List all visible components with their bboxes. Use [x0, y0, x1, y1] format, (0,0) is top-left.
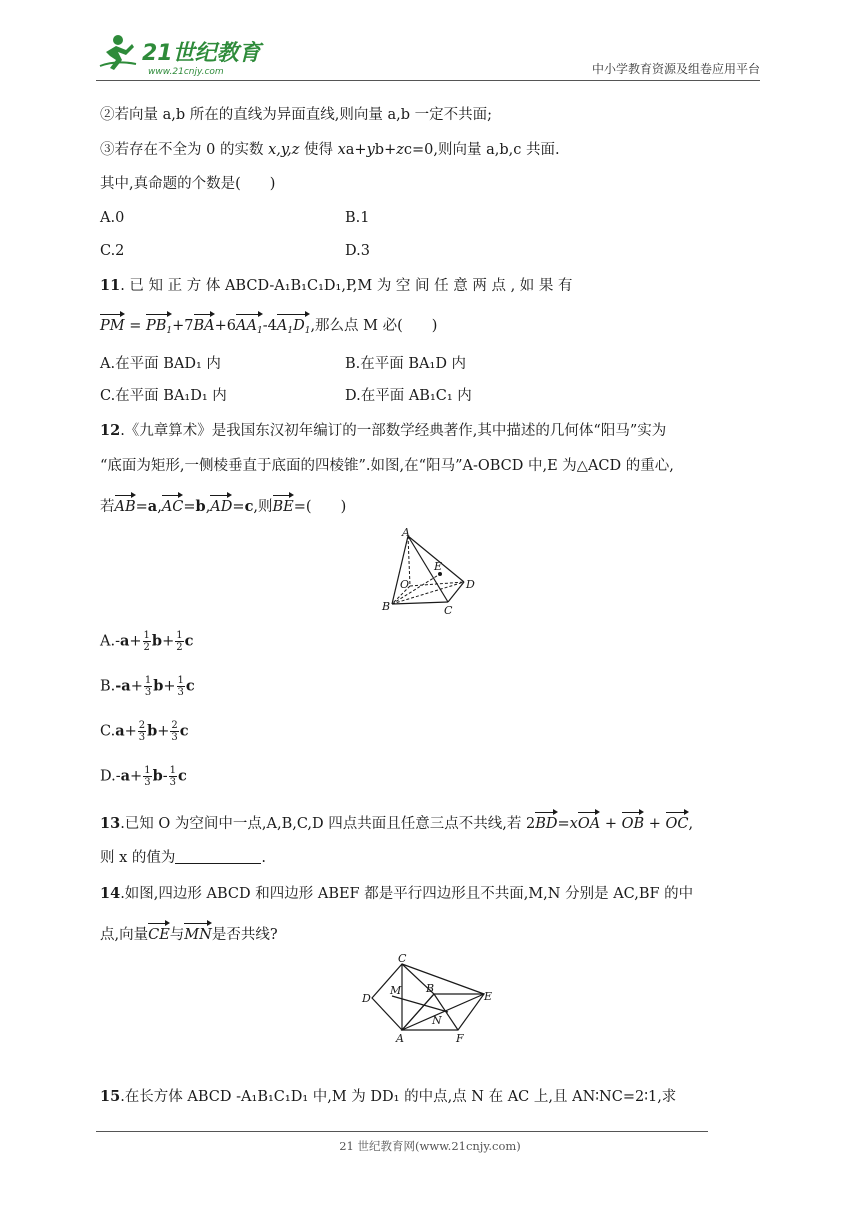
q13-number: 13: [100, 815, 121, 832]
logo-url: www.21cnjy.com: [148, 67, 224, 77]
q10-prompt: 其中,真命题的个数是( ): [100, 176, 276, 192]
q12-option-c[interactable]: C.a+ $\frac{2}{3}$ b+ $\frac{2}{3}$ c: [100, 720, 189, 743]
q13-answer-blank[interactable]: [175, 849, 261, 864]
svg-text:D: D: [362, 992, 371, 1005]
pyramid-figure: [380, 526, 480, 618]
q14-line-2: 点,向量CE与MN是否共线?: [100, 922, 278, 945]
svg-text:O: O: [400, 578, 410, 591]
logo-text: 21世纪教育: [142, 41, 261, 66]
q10-option-b[interactable]: B.1: [345, 210, 370, 226]
svg-text:B: B: [382, 600, 391, 613]
page-header: [96, 30, 760, 80]
q14-line-1: 14.如图,四边形 ABCD 和四边形 ABEF 都是平行四边形且不共面,M,N 分别是 AC,BF 的中: [100, 885, 694, 902]
q11-option-c[interactable]: C.在平面 BA₁D₁ 内: [100, 388, 227, 404]
q11-formula: PM = $PB_1+7BA+6AA_1-4A_1D_1$,那么点 M 必( ): [100, 313, 437, 341]
q12-line-1: 12.《九章算术》是我国东汉初年编订的一部数学经典著作,其中描述的几何体“阳马”实为: [100, 422, 667, 439]
q13-line-2: 则 x 的值为 .: [100, 850, 267, 866]
q12-line-3: 若AB=a,AC=b,AD=c,则BE=( ): [100, 494, 346, 517]
svg-text:D: D: [466, 578, 475, 591]
svg-text:M: M: [390, 984, 402, 997]
q11-stem: 11. 已 知 正 方 体 ABCD-A₁B₁C₁D₁,P,M 为 空 间 任 意 两 点 , 如 果 有: [100, 277, 573, 294]
q11-option-d[interactable]: D.在平面 AB₁C₁ 内: [345, 388, 472, 404]
svg-text:F: F: [456, 1032, 464, 1045]
q12-line-2: “底面为矩形,一侧棱垂直于底面的四棱锥”.如图,在“阳马”A-OBCD 中,E 为△ACD 的重心,: [100, 458, 674, 474]
q15-number: 15: [100, 1088, 121, 1105]
svg-text:N: N: [432, 1014, 442, 1027]
svg-text:A: A: [396, 1032, 404, 1045]
svg-text:C: C: [444, 604, 453, 617]
q10-option-d[interactable]: D.3: [345, 243, 370, 259]
footer-link[interactable]: 21 世纪教育网(www.21cnjy.com): [339, 1139, 521, 1153]
svg-text:C: C: [398, 952, 407, 965]
q11-number: 11: [100, 277, 121, 294]
svg-text:E: E: [434, 560, 443, 573]
q12-option-a[interactable]: A.-a+ $\frac{1}{2}$ b+ $\frac{1}{2}$ c: [100, 630, 194, 653]
statement-2: ②若向量 a,b 所在的直线为异面直线,则向量 a,b 一定不共面;: [100, 107, 493, 123]
q15-stem: 15.在长方体 ABCD -A₁B₁C₁D₁ 中,M 为 DD₁ 的中点,点 N 在 AC 上,且 AN∶NC=2∶1,求: [100, 1088, 677, 1105]
q12-option-d[interactable]: D.-a+ $\frac{1}{3}$ b- $\frac{1}{3}$ c: [100, 765, 187, 788]
q11-option-a[interactable]: A.在平面 BAD₁ 内: [100, 356, 221, 372]
svg-text:E: E: [484, 990, 493, 1003]
header-platform-name: 中小学教育资源及组卷应用平台: [591, 62, 760, 76]
footer-divider: [96, 1131, 708, 1132]
q10-option-c[interactable]: C.2: [100, 243, 125, 259]
site-logo: [96, 30, 266, 78]
q10-option-a[interactable]: A.0: [100, 210, 125, 226]
q12-option-b[interactable]: B.-a+ $\frac{1}{3}$ b+ $\frac{1}{3}$ c: [100, 675, 195, 698]
q13-stem: 13.已知 O 为空间中一点,A,B,C,D 四点共面且任意三点不共线,若 2BD=xOA + OB + OC,: [100, 811, 693, 834]
q14-number: 14: [100, 885, 121, 902]
svg-text:B: B: [426, 982, 435, 995]
statement-3: ③若存在不全为 0 的实数 x,y,z 使得 xa+yb+zc=0,则向量 a,b,c 共面.: [100, 142, 560, 158]
svg-text:A: A: [402, 526, 410, 539]
q12-number: 12: [100, 422, 121, 439]
header-divider: [96, 80, 760, 81]
parallelogram-figure: [360, 950, 500, 1046]
q11-option-b[interactable]: B.在平面 BA₁D 内: [345, 356, 467, 372]
